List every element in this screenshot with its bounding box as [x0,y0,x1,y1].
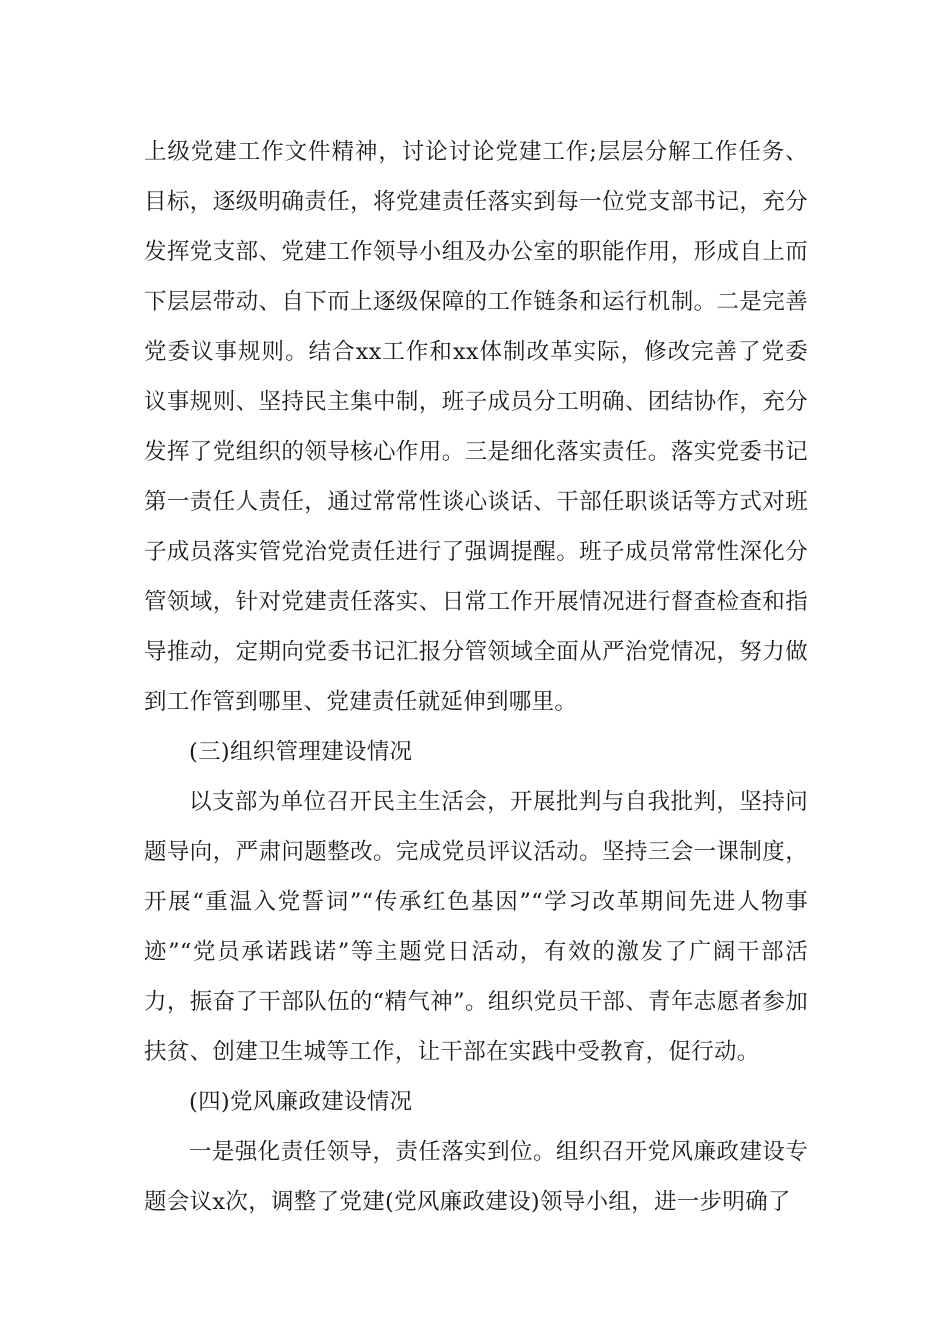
section-heading-organization-management: (三)组织管理建设情况 [189,739,413,765]
section-heading-clean-government: (四)党风廉政建设情况 [189,1089,413,1115]
paragraph-party-building-responsibility: 上级党建工作文件精神，讨论讨论党建工作;层层分解工作任务、目标，逐级明确责任，将党建责任落实到每一位党支部书记，充分发挥党支部、党建工作领导小组及办公室的职能作用，形成自上而下层层带动、自下而上逐级保障的工作链条和运行机制。二是完善党委议事规则。结合xx工作和xx体制改革实际，修改完善了党委议事规则、坚持民主集中制，班子成员分工明确、团结协作，充分发挥了党组织的领导核心作用。三是细化落实责任。落实党委书记第一责任人责任，通过常常性谈心谈话、干部任职谈话等方式对班子成员落实管党治党责任进行了强调提醒。班子成员常常性深化分管领域，针对党建责任落实、日常工作开展情况进行督查检查和指导推动，定期向党委书记汇报分管领域全面从严治党情况，努力做到工作管到哪里、党建责任就延伸到哪里。 [144,139,808,715]
paragraph-organization-management: 以支部为单位召开民主生活会，开展批判与自我批判，坚持问题导向，严肃问题整改。完成党员评议活动。坚持三会一课制度，开展“重温入党誓词”“传承红色基因”“学习改革期间先进人物事迹”“党员承诺践诺”等主题党日活动，有效的激发了广阔干部活力，振奋了干部队伍的“精气神”。组织党员干部、青年志愿者参加扶贫、创建卫生城等工作，让干部在实践中受教育，促行动。 [144,789,808,1065]
paragraph-clean-government: 一是强化责任领导，责任落实到位。组织召开党风廉政建设专题会议x次，调整了党建(党风廉政建设)领导小组，进一步明确了 [144,1139,808,1215]
document-body [144,127,808,1227]
